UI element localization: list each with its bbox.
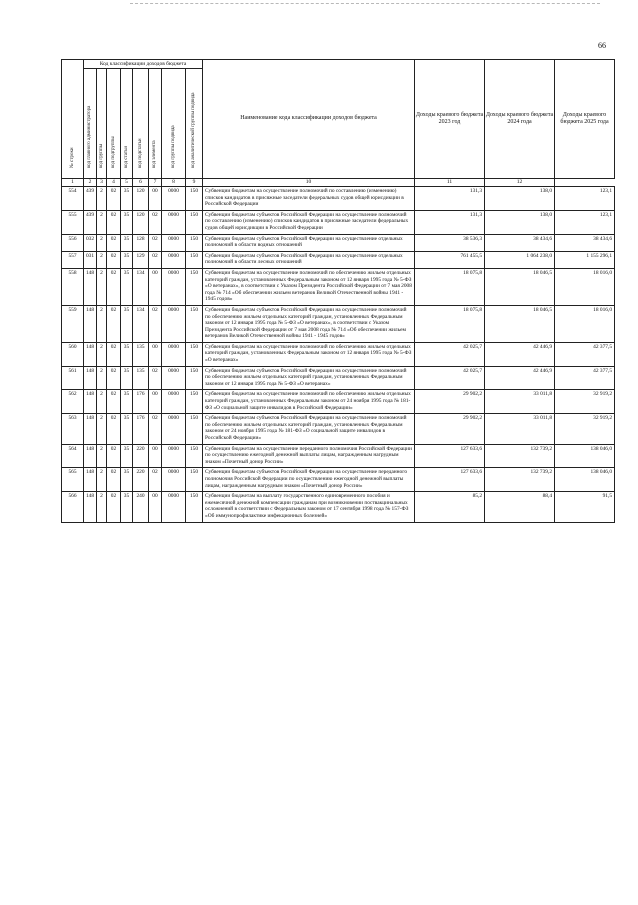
table-row [62,187,615,211]
admin-code: 439 [84,187,97,211]
revenue-name: Субвенции бюджетам субъектов Российской Федерации на осуществление полномочий по обеспечению жильем отдельных категорий граждан, установленных Федеральным законом от 12 января 1995 года № 5-ФЗ «О ветеранах», в соответствии с Указом Президента Российской Федерации от 7 мая 2008 года № 714 «Об обеспечении жильем ветеранов Великой Отечественной войны 1941 - 1945 годов» [203,305,415,342]
row-number: 563 [62,414,84,444]
table-row [62,492,615,522]
row-number: 555 [62,210,84,234]
row-number: 561 [62,366,84,390]
header-subgroup-code: код подгруппы [107,69,121,179]
article-code: 35 [121,251,133,268]
value-2024: 38 434,6 [485,234,555,251]
row-number: 559 [62,305,84,342]
revenue-name: Субвенции бюджетам на осуществление полномочий по обеспечению жильем отдельных категорий граждан, установленных Федеральным законом от 24 ноября 1995 года № 181-ФЗ «О социальной защите инвалидов в Российской Федерации» [203,390,415,414]
admin-code: 148 [84,305,97,342]
value-2024: 132 739,2 [485,444,555,468]
admin-code: 148 [84,468,97,492]
article-code: 35 [121,366,133,390]
group-code: 2 [97,187,107,211]
element-code: 00 [149,342,162,366]
table-row [62,305,615,342]
value-2025: 32 919,2 [555,414,615,444]
subarticle-code: 240 [133,492,149,522]
header-name: Наименование кода классификации доходов бюджета [203,60,415,179]
element-code: 00 [149,390,162,414]
col-number: 2 [84,179,97,187]
value-2023: 761 455,5 [415,251,485,268]
analytic-group-code: 150 [186,187,203,211]
admin-code: 148 [84,390,97,414]
subtype-group-code: 0000 [162,492,186,522]
value-2025: 138 046,0 [555,444,615,468]
admin-code: 148 [84,492,97,522]
subgroup-code: 02 [107,444,121,468]
row-number: 566 [62,492,84,522]
value-2023: 18 075,8 [415,305,485,342]
subgroup-code: 02 [107,492,121,522]
analytic-group-code: 150 [186,492,203,522]
revenue-name: Субвенции бюджетам субъектов Российской Федерации на осуществление полномочий по составлению (изменению) списков кандидатов в присяжные заседатели федеральных судов общей юрисдикции в Российской Федерации [203,210,415,234]
element-code: 02 [149,251,162,268]
subtype-group-code: 0000 [162,444,186,468]
value-2024: 33 011,8 [485,390,555,414]
header-article-code: код статьи [121,69,133,179]
page-number: 66 [598,41,606,50]
element-code: 02 [149,305,162,342]
scan-top-edge [130,3,600,4]
subarticle-code: 134 [133,305,149,342]
subarticle-code: 176 [133,390,149,414]
subtype-group-code: 0000 [162,414,186,444]
element-code: 02 [149,234,162,251]
row-number: 558 [62,268,84,305]
value-2023: 127 633,6 [415,468,485,492]
analytic-group-code: 150 [186,414,203,444]
analytic-group-code: 150 [186,210,203,234]
value-2025: 1 155 296,1 [555,251,615,268]
analytic-group-code: 150 [186,468,203,492]
element-code: 02 [149,414,162,444]
subgroup-code: 02 [107,342,121,366]
table-row [62,366,615,390]
group-code: 2 [97,492,107,522]
subtype-group-code: 0000 [162,390,186,414]
element-code: 00 [149,187,162,211]
revenue-name: Субвенции бюджетам субъектов Российской Федерации на осуществление отдельных полномочий в области водных отношений [203,234,415,251]
group-code: 2 [97,366,107,390]
revenue-name: Субвенции бюджетам на осуществление полномочий по обеспечению жильем отдельных категорий граждан, установленных Федеральным законом от 12 января 1995 года № 5-ФЗ «О ветеранах», в соответствии с Указом Президента Российской Федерации от 7 мая 2008 года № 714 «Об обеспечении жильем ветеранов Великой Отечественной войны 1941 - 1945 годов» [203,268,415,305]
admin-code: 031 [84,251,97,268]
subtype-group-code: 0000 [162,187,186,211]
row-number: 565 [62,468,84,492]
group-code: 2 [97,468,107,492]
value-2024: 132 739,2 [485,468,555,492]
revenue-name: Субвенции бюджетам субъектов Российской Федерации на осуществление переданного полномочия Российской Федерации по осуществлению ежегодной денежной выплаты лицам, награжденным нагрудным знаком «Почетный донор России» [203,468,415,492]
revenue-name: Субвенции бюджетам субъектов Российской Федерации на осуществление полномочий по обеспечению жильем отдельных категорий граждан, установленных Федеральным законом от 12 января 1995 года № 5-ФЗ «О ветеранах» [203,366,415,390]
col-number: 1 [62,179,84,187]
header-subarticle-code: код подстатьи [133,69,149,179]
subgroup-code: 02 [107,390,121,414]
row-number: 562 [62,390,84,414]
article-code: 35 [121,390,133,414]
group-code: 2 [97,234,107,251]
value-2025: 138 046,0 [555,468,615,492]
subarticle-code: 129 [133,251,149,268]
col-number: 3 [97,179,107,187]
subgroup-code: 02 [107,268,121,305]
subarticle-code: 120 [133,187,149,211]
analytic-group-code: 150 [186,268,203,305]
subtype-group-code: 0000 [162,210,186,234]
table-row [62,251,615,268]
subarticle-code: 128 [133,234,149,251]
value-2023: 38 536,3 [415,234,485,251]
subarticle-code: 120 [133,210,149,234]
row-number: 554 [62,187,84,211]
value-2023: 85,2 [415,492,485,522]
header-subtype-group-code: код группы подвида [162,69,186,179]
value-2025: 42 377,5 [555,366,615,390]
value-2024: 42 446,9 [485,366,555,390]
col-number: 8 [162,179,186,187]
value-2025: 123,1 [555,187,615,211]
analytic-group-code: 150 [186,366,203,390]
analytic-group-code: 150 [186,251,203,268]
value-2025: 123,1 [555,210,615,234]
value-2025: 42 377,5 [555,342,615,366]
table-row [62,414,615,444]
subgroup-code: 02 [107,366,121,390]
group-code: 2 [97,305,107,342]
group-code: 2 [97,342,107,366]
admin-code: 148 [84,268,97,305]
row-number: 556 [62,234,84,251]
header-group-code: код группы [97,69,107,179]
row-number: 557 [62,251,84,268]
value-2024: 18 046,5 [485,268,555,305]
group-code: 2 [97,251,107,268]
value-2025: 32 919,2 [555,390,615,414]
article-code: 35 [121,305,133,342]
header-analytic-group-code: код аналитической группы подвида [186,69,203,179]
header-2023: Доходы краевого бюджета 2023 год [415,60,485,179]
subtype-group-code: 0000 [162,305,186,342]
header-2024: Доходы краевого бюджета 2024 года [485,60,555,179]
subgroup-code: 02 [107,468,121,492]
article-code: 35 [121,268,133,305]
admin-code: 148 [84,414,97,444]
subgroup-code: 02 [107,251,121,268]
value-2024: 42 446,9 [485,342,555,366]
col-number: 9 [186,179,203,187]
col-number: 5 [121,179,133,187]
revenue-name: Субвенции бюджетам субъектов Российской Федерации на осуществление полномочий по обеспечению жильем отдельных категорий граждан, установленных Федеральным законом от 24 ноября 1995 года № 181-ФЗ «О социальной защите инвалидов в Российской Федерации» [203,414,415,444]
header-row-number: № строки [62,60,84,179]
col-number: 6 [133,179,149,187]
subtype-group-code: 0000 [162,342,186,366]
col-number: 10 [203,179,415,187]
article-code: 35 [121,234,133,251]
subgroup-code: 02 [107,234,121,251]
subarticle-code: 220 [133,468,149,492]
value-2024: 1 064 238,0 [485,251,555,268]
value-2024: 18 046,5 [485,305,555,342]
header-admin-code: код главного администратора [84,69,97,179]
row-number: 564 [62,444,84,468]
table-row [62,390,615,414]
subarticle-code: 220 [133,444,149,468]
admin-code: 148 [84,342,97,366]
analytic-group-code: 150 [186,234,203,251]
article-code: 35 [121,468,133,492]
value-2024: 88,4 [485,492,555,522]
element-code: 00 [149,444,162,468]
article-code: 35 [121,342,133,366]
value-2025: 18 016,0 [555,268,615,305]
value-2025: 91,5 [555,492,615,522]
subarticle-code: 134 [133,268,149,305]
revenue-name: Субвенции бюджетам на осуществление полномочий по составлению (изменению) списков кандидатов в присяжные заседатели федеральных судов общей юрисдикции в Российской Федерации [203,187,415,211]
subgroup-code: 02 [107,305,121,342]
analytic-group-code: 150 [186,305,203,342]
table-row [62,210,615,234]
value-2023: 29 902,2 [415,414,485,444]
admin-code: 148 [84,444,97,468]
subtype-group-code: 0000 [162,268,186,305]
column-number-row [62,179,615,187]
subarticle-code: 135 [133,342,149,366]
table-row [62,468,615,492]
table-row [62,444,615,468]
revenue-name: Субвенции бюджетам на осуществление полномочий по обеспечению жильем отдельных категорий граждан, установленных Федеральным законом от 12 января 1995 года № 5-ФЗ «О ветеранах» [203,342,415,366]
value-2024: 33 011,8 [485,414,555,444]
group-code: 2 [97,390,107,414]
value-2025: 38 434,6 [555,234,615,251]
value-2024: 138,0 [485,187,555,211]
revenue-name: Субвенции бюджетам на выплату государственного единовременного пособия и ежемесячной денежной компенсации гражданам при возникновении поствакцинальных осложнений в соответствии с Федеральным законом от 17 сентября 1998 года № 157-ФЗ «Об иммунопрофилактике инфекционных болезней» [203,492,415,522]
group-code: 2 [97,268,107,305]
value-2023: 29 902,2 [415,390,485,414]
table-row [62,342,615,366]
subarticle-code: 176 [133,414,149,444]
header-classification-group: Код классификации доходов бюджета [84,60,203,69]
admin-code: 439 [84,210,97,234]
value-2023: 18 075,8 [415,268,485,305]
element-code: 02 [149,468,162,492]
element-code: 02 [149,366,162,390]
header-element-code: код элемента [149,69,162,179]
subtype-group-code: 0000 [162,468,186,492]
col-number: 4 [107,179,121,187]
revenue-name: Субвенции бюджетам субъектов Российской Федерации на осуществление отдельных полномочий в области лесных отношений [203,251,415,268]
analytic-group-code: 150 [186,390,203,414]
value-2023: 131,3 [415,187,485,211]
header-2025: Доходы краевого бюджета 2025 года [555,60,615,179]
value-2023: 131,3 [415,210,485,234]
subarticle-code: 135 [133,366,149,390]
value-2025: 18 016,0 [555,305,615,342]
value-2023: 42 025,7 [415,342,485,366]
analytic-group-code: 150 [186,444,203,468]
value-2024: 138,0 [485,210,555,234]
admin-code: 148 [84,366,97,390]
subgroup-code: 02 [107,187,121,211]
admin-code: 032 [84,234,97,251]
subtype-group-code: 0000 [162,366,186,390]
article-code: 35 [121,210,133,234]
element-code: 00 [149,268,162,305]
group-code: 2 [97,444,107,468]
group-code: 2 [97,414,107,444]
col-number: 12 [485,179,555,187]
article-code: 35 [121,492,133,522]
col-number: 7 [149,179,162,187]
budget-revenue-table [61,59,615,523]
group-code: 2 [97,210,107,234]
subtype-group-code: 0000 [162,234,186,251]
element-code: 00 [149,492,162,522]
value-2023: 127 633,6 [415,444,485,468]
analytic-group-code: 150 [186,342,203,366]
article-code: 35 [121,414,133,444]
row-number: 560 [62,342,84,366]
table-row [62,268,615,305]
subgroup-code: 02 [107,210,121,234]
revenue-name: Субвенции бюджетам на осуществление переданного полномочия Российской Федерации по осуществлению ежегодной денежной выплаты лицам, награжденным нагрудным знаком «Почетный донор России» [203,444,415,468]
col-number: 11 [415,179,485,187]
element-code: 02 [149,210,162,234]
table-row [62,234,615,251]
subgroup-code: 02 [107,414,121,444]
subtype-group-code: 0000 [162,251,186,268]
value-2023: 42 025,7 [415,366,485,390]
article-code: 35 [121,444,133,468]
article-code: 35 [121,187,133,211]
